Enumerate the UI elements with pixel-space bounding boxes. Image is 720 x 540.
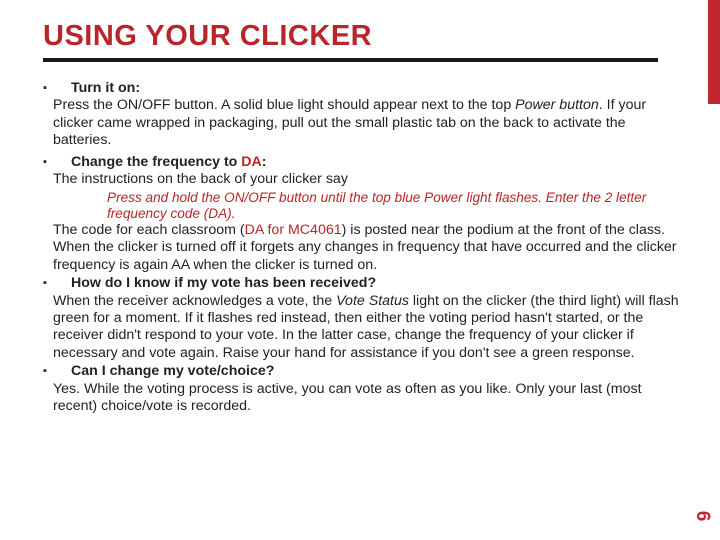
slide-title: USING YOUR CLICKER	[43, 20, 373, 52]
instruction-quote: Press and hold the ON/OFF button until the top blue Power light flashes. Enter the 2 letter frequency code (DA).	[107, 190, 647, 222]
bullet-change-vote	[43, 363, 683, 380]
title-underline	[43, 58, 658, 62]
accent-side-bar	[708, 0, 720, 104]
bullet-vote-received	[43, 275, 683, 292]
bullet-icon: ▪	[43, 82, 47, 94]
heading-colon: :	[261, 153, 267, 170]
paragraph-instructions: The instructions on the back of your clicker say	[53, 171, 348, 188]
bullet-heading: Turn it on:	[71, 80, 141, 96]
paragraph-turn-on	[53, 97, 683, 149]
bullet-icon: ▪	[43, 155, 47, 168]
bullet-heading: How do I know if my vote has been received?	[71, 275, 377, 292]
text-span: ) is posted near the podium at the front of the class. When the clicker is turned off it forgets any changes in frequency that have occurred and the clicker frequency is again AA when the clicker is turned on.	[53, 222, 677, 273]
classroom-code: DA for MC4061	[244, 222, 342, 239]
text-span: When the receiver acknowledges a vote, the	[53, 292, 337, 309]
text-span: Press the ON/OFF button. A solid blue light should appear next to the top	[53, 97, 516, 114]
bullet-turn-on	[43, 80, 683, 97]
paragraph-classroom-code	[53, 222, 683, 274]
paragraph-change-vote: Yes. While the voting process is active, you can vote as often as you like. Only your last (most recent) choice/vote is recorded.	[53, 380, 642, 415]
text-span: light on the clicker (the third light) will flash green for a moment. If it flashes red instead, then either the voting period hasn't started, or the receiver didn't respond to your vote. In the latter case, change the frequency of your clicker if necessary and vote again. Raise your hand for assistance if you don't see a green response.	[53, 292, 679, 361]
frequency-code: DA	[241, 153, 262, 170]
emphasis-text: Vote Status	[336, 292, 409, 309]
text-span: . If your clicker came wrapped in packaging, pull out the small plastic tab on the back to activate the batteries.	[53, 97, 647, 149]
text-span: The code for each classroom (	[53, 222, 245, 239]
bullet-icon: ▪	[43, 365, 47, 378]
emphasis-text: Power button	[515, 97, 599, 114]
bullet-change-frequency	[43, 154, 683, 171]
bullet-icon: ▪	[43, 277, 47, 290]
bullet-heading: Can I change my vote/choice?	[71, 363, 275, 380]
bullet-heading: Change the frequency to	[71, 153, 242, 170]
slide-content	[43, 80, 683, 416]
page-number: 6	[692, 510, 713, 522]
paragraph-vote-status	[53, 293, 683, 363]
